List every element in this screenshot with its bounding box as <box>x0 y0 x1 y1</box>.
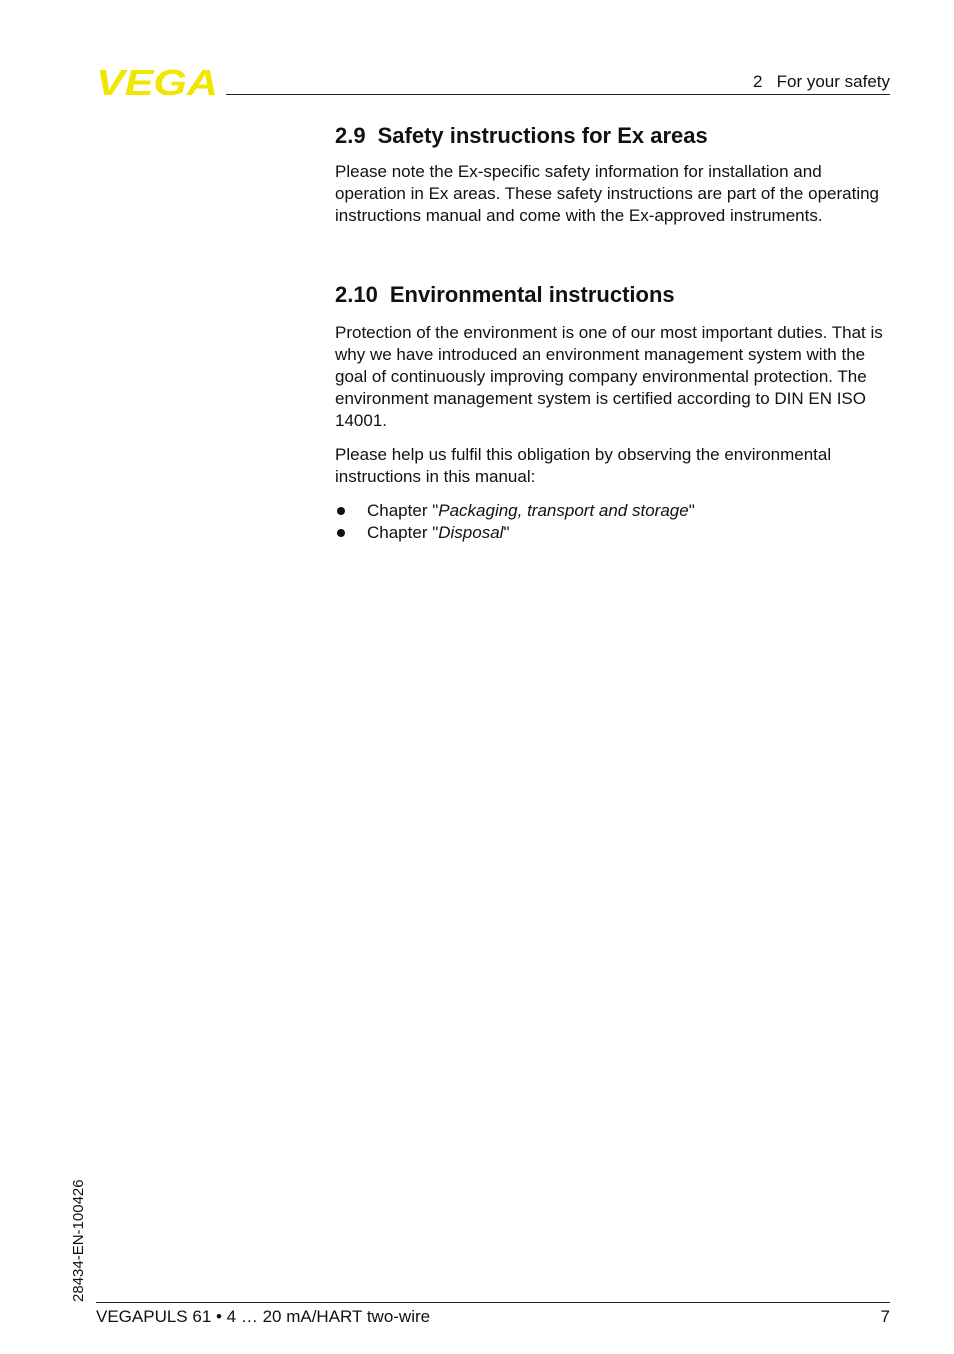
body-paragraph: Please help us fulfil this obligation by observing the environmental instructions in this manual: <box>335 445 832 486</box>
section-number: 2.9 <box>335 123 366 148</box>
section-title: Environmental instructions <box>389 282 675 307</box>
section-2-10 <box>335 282 891 544</box>
document-code: 28434-EN-100426 <box>70 1179 87 1302</box>
list-item: Chapter "Disposal" <box>335 522 891 544</box>
section-heading <box>335 123 891 149</box>
svg-text:VEGA: VEGA <box>96 66 218 98</box>
list-item: Chapter "Packaging, transport and storage" <box>335 500 891 522</box>
bullet-icon <box>337 507 345 515</box>
running-header: 2 For your safety <box>753 72 890 91</box>
body-paragraph: Protection of the environment is one of our most important duties. That is why we have introduced an environment management system with the goal of continuously improving company environmental protection. The environment management system is certified according to DIN EN ISO 14001. <box>335 323 883 430</box>
section-title: Safety instructions for Ex areas <box>377 123 708 148</box>
bullet-list <box>335 500 891 544</box>
page-number: 7 <box>880 1307 890 1326</box>
vega-logo <box>96 66 220 98</box>
body-paragraph: Please note the Ex-specific safety information for installation and operation in Ex areas. These safety instructions are part of the operating instructions manual and come with the Ex-approved instruments. <box>335 162 879 225</box>
section-number: 2.10 <box>335 282 378 307</box>
chapter-reference: Packaging, transport and storage <box>438 501 689 520</box>
header-rule <box>226 94 890 95</box>
footer-rule <box>96 1302 890 1303</box>
section-2-9 <box>335 123 891 227</box>
section-heading <box>335 282 891 308</box>
bullet-icon <box>337 529 345 537</box>
chapter-reference: Disposal <box>438 523 504 542</box>
footer-product: VEGAPULS 61 • 4 … 20 mA/HART two-wire <box>96 1307 431 1326</box>
